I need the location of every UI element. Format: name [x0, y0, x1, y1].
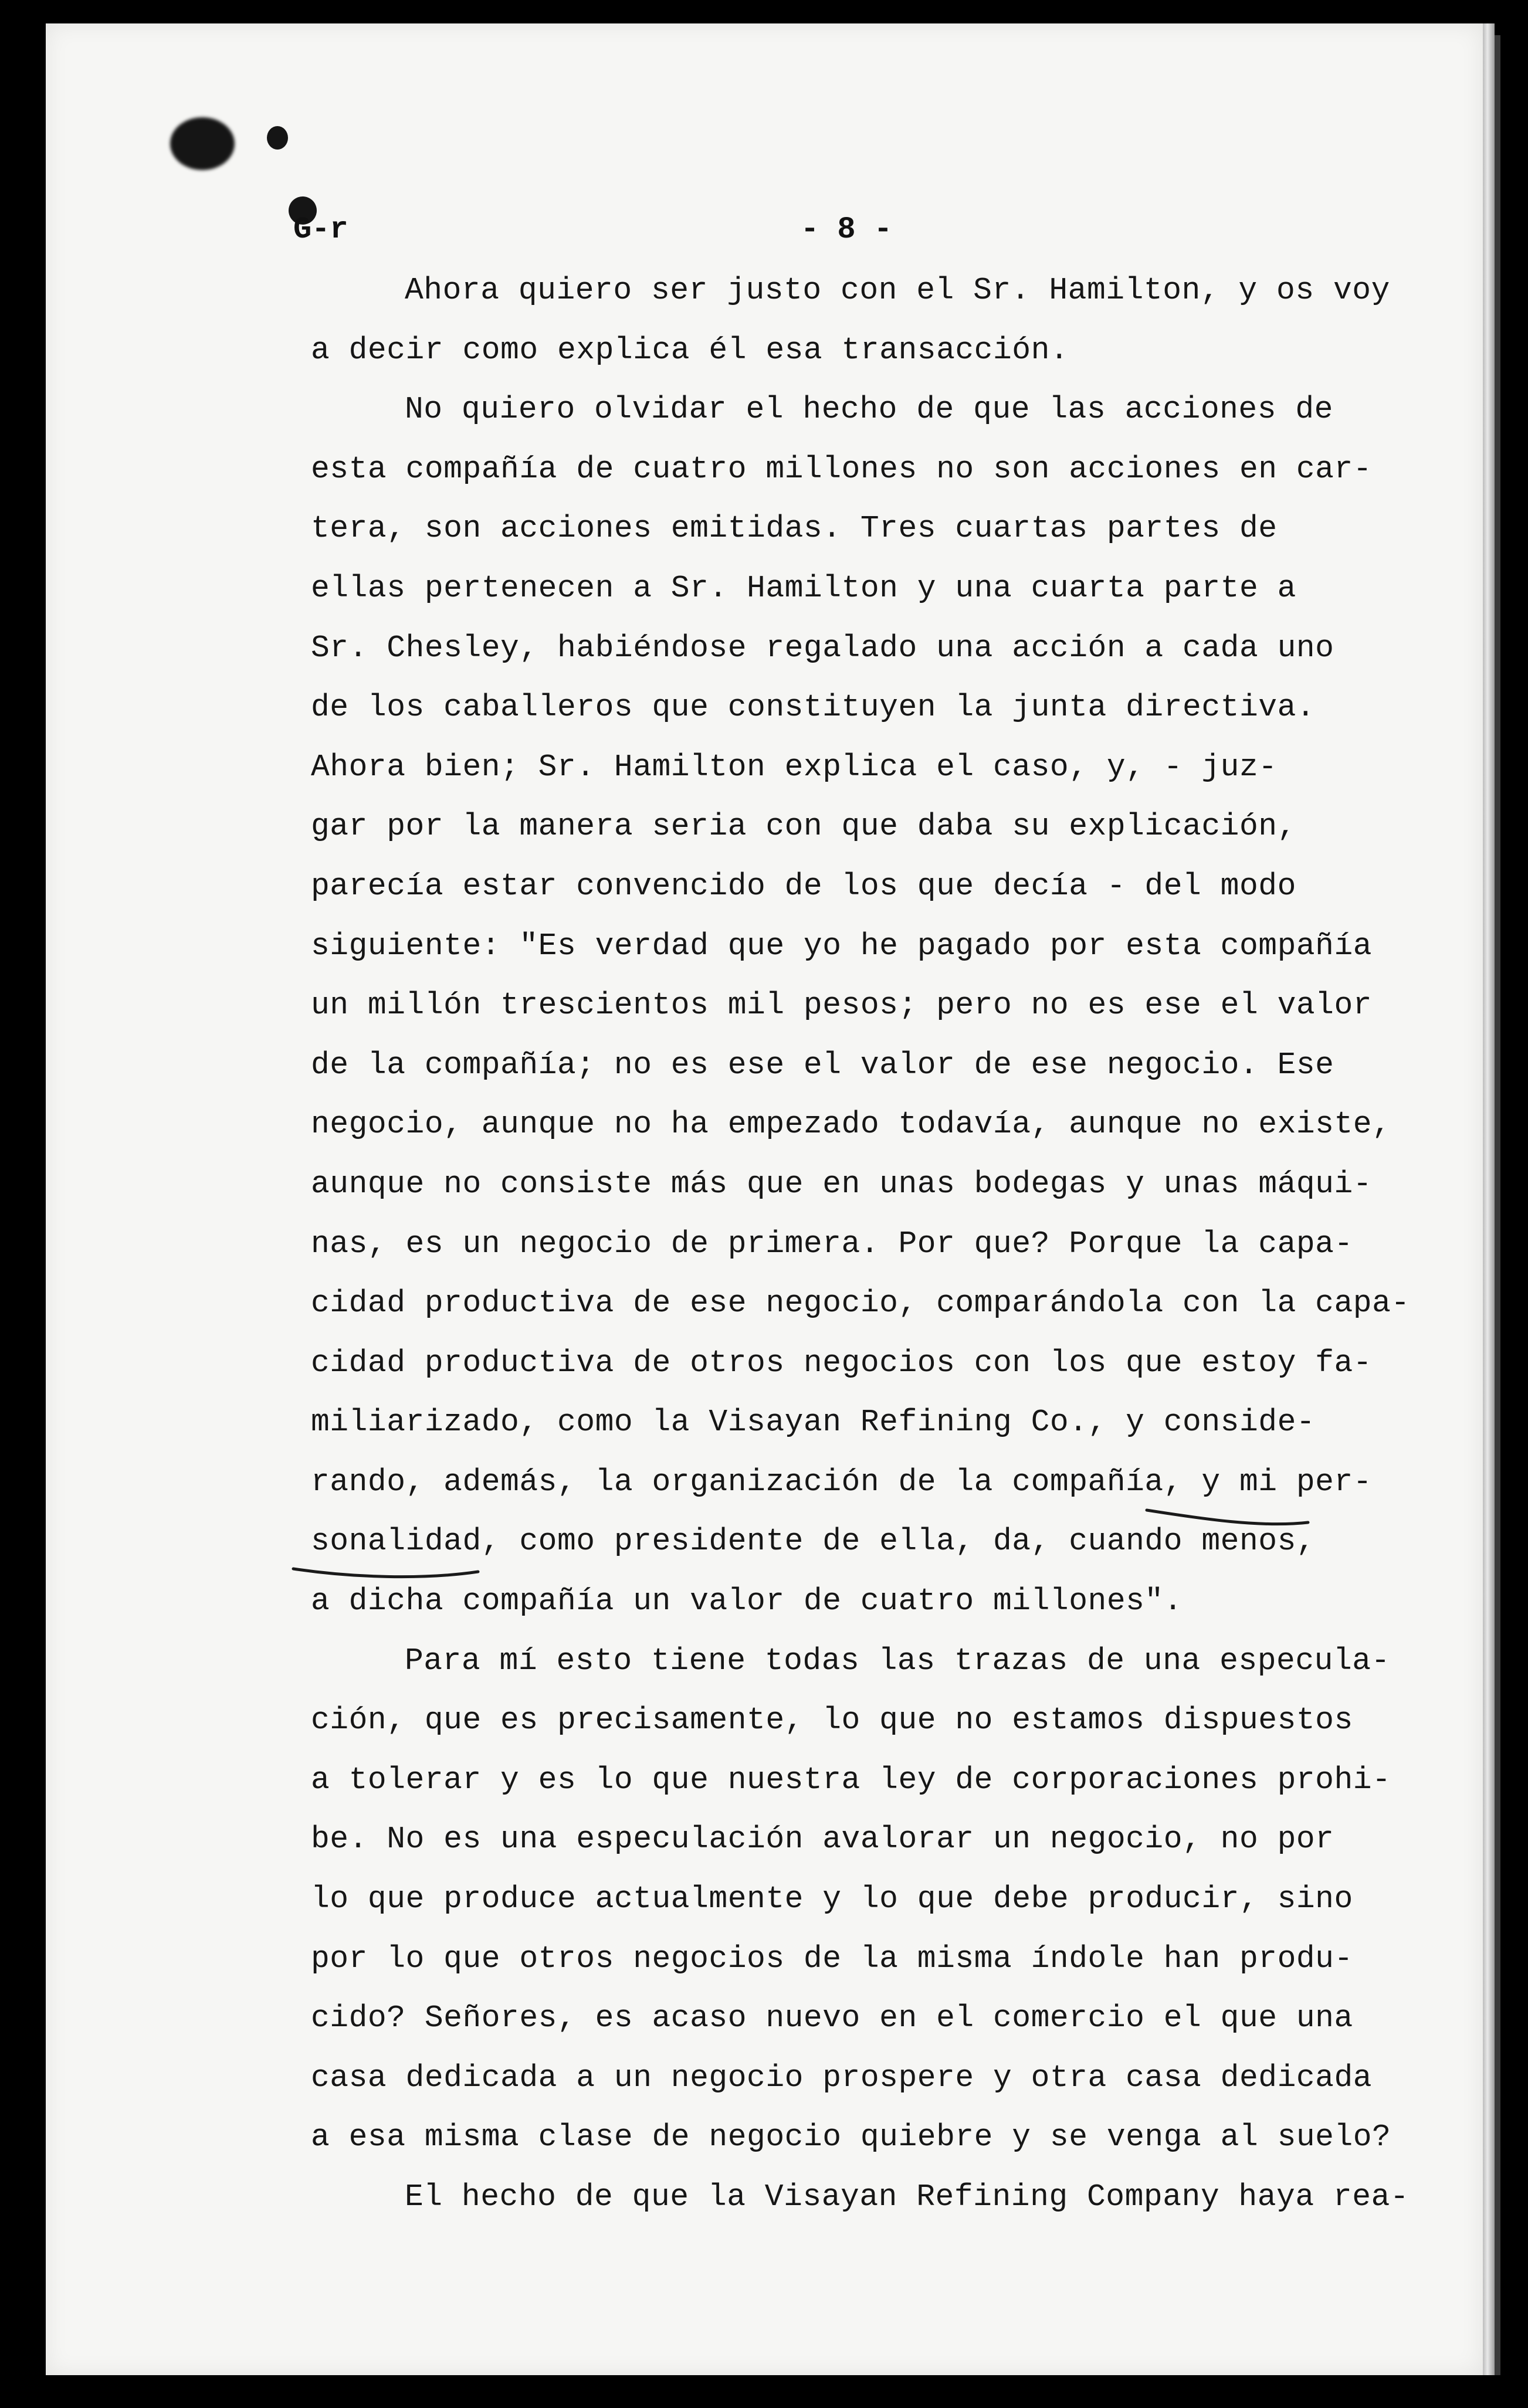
text-line: No quiero olvidar el hecho de que las acciones de	[405, 392, 1333, 428]
body-text	[311, 261, 1410, 2227]
header-initials: G-r	[293, 212, 348, 247]
text-line: de los caballeros que constituyen la junta directiva.	[311, 690, 1316, 725]
text-line: Ahora quiero ser justo con el Sr. Hamilton, y os voy	[405, 273, 1390, 308]
text-line: miliarizado, como la Visayan Refining Co., y conside-	[311, 1405, 1316, 1440]
text-line: por lo que otros negocios de la misma índole han produ-	[311, 1941, 1353, 1976]
text-line: cido? Señores, es acaso nuevo en el comercio el que una	[311, 2000, 1353, 2036]
text-line: El hecho de que la Visayan Refining Company haya rea-	[405, 2179, 1410, 2214]
text-line: ción, que es precisamente, lo que no estamos dispuestos	[311, 1702, 1353, 1738]
text-line: casa dedicada a un negocio prospere y otra casa dedicada	[311, 2060, 1373, 2095]
text-line: a dicha compañía un valor de cuatro millones".	[311, 1583, 1183, 1619]
text-line: Para mí esto tiene todas las trazas de una especula-	[405, 1643, 1390, 1678]
text-line: cidad productiva de ese negocio, comparándola con la capa-	[311, 1286, 1410, 1321]
text-line: sonalidad, como presidente de ella, da, cuando menos,	[311, 1524, 1316, 1559]
text-line: be. No es una especulación avalorar un negocio, no por	[311, 1822, 1334, 1857]
text-line: a tolerar y es lo que nuestra ley de corporaciones prohi-	[311, 1762, 1391, 1797]
text-line: un millón trescientos mil pesos; pero no es ese el valor	[311, 988, 1373, 1023]
text-line: ellas pertenecen a Sr. Hamilton y una cuarta parte a	[311, 570, 1296, 606]
text-line: rando, además, la organización de la compañía, y mi per-	[311, 1464, 1373, 1500]
text-line: parecía estar convencido de los que decía - del modo	[311, 868, 1296, 904]
text-line: lo que produce actualmente y lo que debe producir, sino	[311, 1881, 1353, 1917]
ink-blot	[170, 117, 235, 170]
ink-blot	[267, 126, 288, 150]
page-edge	[1483, 23, 1495, 2375]
text-line: negocio, aunque no ha empezado todavía, aunque no existe,	[311, 1107, 1391, 1142]
text-line: esta compañía de cuatro millones no son acciones en car-	[311, 451, 1373, 487]
text-line: de la compañía; no es ese el valor de ese negocio. Ese	[311, 1047, 1334, 1083]
text-line: aunque no consiste más que en unas bodegas y unas máqui-	[311, 1166, 1373, 1202]
page-edge-shadow	[1495, 35, 1500, 2375]
text-line: siguiente: "Es verdad que yo he pagado por esta compañía	[311, 928, 1373, 964]
text-line: nas, es un negocio de primera. Por que? Porque la capa-	[311, 1226, 1353, 1261]
text-line: Ahora bien; Sr. Hamilton explica el caso, y, - juz-	[311, 749, 1278, 785]
text-line: a esa misma clase de negocio quiebre y se venga al suelo?	[311, 2119, 1391, 2155]
text-line: a decir como explica él esa transacción.	[311, 332, 1069, 368]
text-line: cidad productiva de otros negocios con los que estoy fa-	[311, 1345, 1373, 1381]
page-number: - 8 -	[801, 212, 893, 247]
text-line: tera, son acciones emitidas. Tres cuartas partes de	[311, 511, 1278, 547]
text-line: Sr. Chesley, habiéndose regalado una acción a cada uno	[311, 630, 1334, 666]
text-line: gar por la manera seria con que daba su explicación,	[311, 809, 1296, 845]
